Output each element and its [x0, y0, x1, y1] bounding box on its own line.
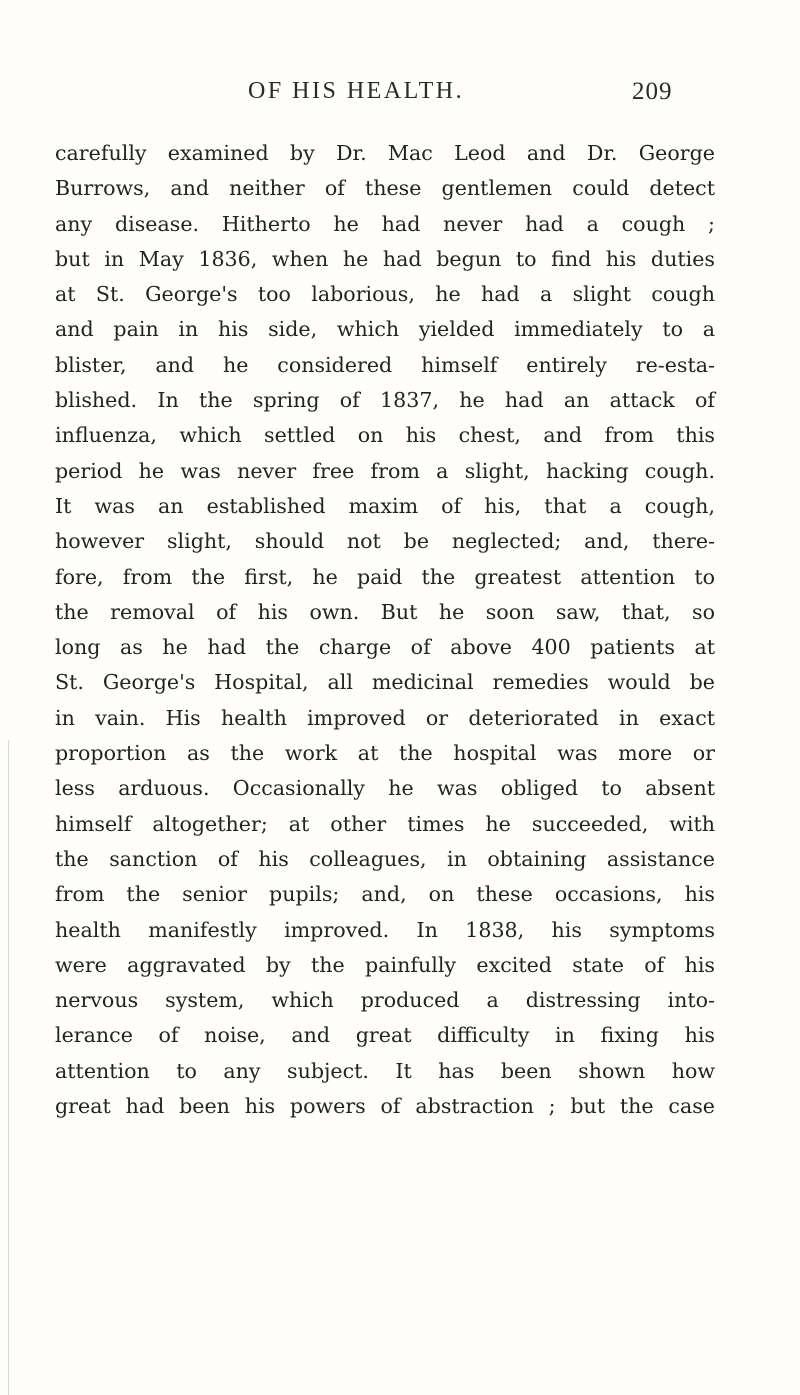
text-line: in vain. His health improved or deteriorated in exact [55, 705, 715, 730]
text-line: Burrows, and neither of these gentlemen could detect [55, 176, 715, 201]
text-line: great had been his powers of abstraction ; but the case [55, 1094, 715, 1119]
page-number: 209 [632, 78, 673, 105]
text-line: and pain in his side, which yielded immediately to a [55, 317, 715, 342]
text-line: fore, from the first, he paid the greatest attention to [55, 564, 715, 589]
running-title: OF HIS HEALTH. [248, 78, 465, 104]
text-line: himself altogether; at other times he succeeded, with [55, 811, 715, 836]
text-line: were aggravated by the painfully excited state of his [55, 952, 715, 977]
text-line: lerance of noise, and great difficulty in fixing his [55, 1023, 715, 1048]
text-line: however slight, should not be neglected; and, there- [55, 529, 715, 554]
body-text [55, 136, 715, 1124]
text-line: from the senior pupils; and, on these occasions, his [55, 882, 715, 907]
text-line: blister, and he considered himself entirely re-esta- [55, 352, 715, 377]
text-line: It was an established maxim of his, that a cough, [55, 493, 715, 518]
gutter-shadow-line [8, 740, 9, 1395]
text-line: carefully examined by Dr. Mac Leod and Dr. George [55, 141, 715, 165]
text-line: period he was never free from a slight, hacking cough. [55, 458, 715, 483]
text-line: attention to any subject. It has been shown how [55, 1058, 715, 1083]
text-line: the removal of his own. But he soon saw, that, so [55, 599, 715, 624]
text-line: nervous system, which produced a distressing into- [55, 988, 715, 1013]
running-header [0, 78, 800, 108]
text-line: proportion as the work at the hospital was more or [55, 741, 715, 766]
text-line: St. George's Hospital, all medicinal remedies would be [55, 670, 715, 695]
text-line: less arduous. Occasionally he was obliged to absent [55, 776, 715, 801]
text-line: blished. In the spring of 1837, he had an attack of [55, 388, 715, 413]
text-line: long as he had the charge of above 400 patients at [55, 635, 715, 660]
text-line: the sanction of his colleagues, in obtaining assistance [55, 846, 715, 871]
text-line: but in May 1836, when he had begun to find his duties [55, 246, 715, 271]
text-line: influenza, which settled on his chest, and from this [55, 423, 715, 448]
text-line: any disease. Hitherto he had never had a cough ; [55, 211, 715, 236]
text-line: health manifestly improved. In 1838, his symptoms [55, 917, 715, 942]
text-line: at St. George's too laborious, he had a slight cough [55, 282, 715, 307]
